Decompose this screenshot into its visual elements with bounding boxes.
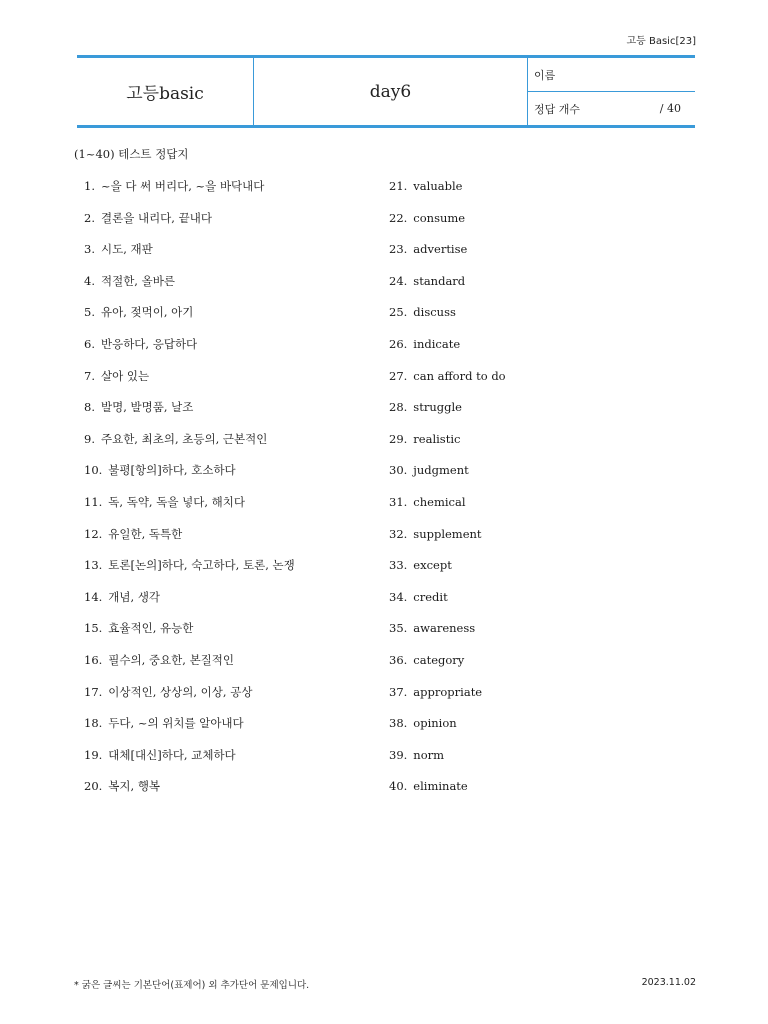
answer-text: 효율적인, 유능한 xyxy=(108,621,194,636)
answer-number: 30. xyxy=(389,463,408,478)
answer-item xyxy=(84,362,295,394)
answer-number: 7. xyxy=(84,368,95,383)
answer-number: 37. xyxy=(389,684,408,699)
answer-number: 28. xyxy=(389,400,408,415)
answer-text: 불평[항의]하다, 호소하다 xyxy=(108,463,236,478)
answer-number: 22. xyxy=(389,210,408,225)
answer-item xyxy=(389,678,506,710)
answer-number: 26. xyxy=(389,336,408,351)
answer-number: 11. xyxy=(84,494,103,509)
answer-item xyxy=(84,520,295,552)
answer-item xyxy=(84,204,295,236)
answer-item xyxy=(389,583,506,615)
answer-item xyxy=(84,172,295,204)
answer-text: chemical xyxy=(413,494,466,509)
answer-number: 18. xyxy=(84,716,103,731)
answer-text: 반응하다, 응답하다 xyxy=(100,336,198,351)
answer-text: 필수의, 중요한, 본질적인 xyxy=(108,652,235,667)
answer-number: 35. xyxy=(389,621,408,636)
answer-item xyxy=(389,267,506,299)
answer-text: 대체[대신]하다, 교체하다 xyxy=(108,747,236,762)
answer-item xyxy=(389,772,506,804)
answer-item xyxy=(389,235,506,267)
answer-item xyxy=(389,456,506,488)
answer-text: ~을 다 써 버리다, ~을 바닥내다 xyxy=(100,179,265,193)
answer-item xyxy=(389,488,506,520)
answer-text: 시도, 재판 xyxy=(100,242,153,257)
answer-item xyxy=(84,235,295,267)
answer-number: 39. xyxy=(389,747,408,762)
answer-text: 발명, 발명품, 날조 xyxy=(100,400,194,415)
answer-item xyxy=(84,678,295,710)
answer-number: 9. xyxy=(84,431,95,446)
answer-text: indicate xyxy=(413,336,461,351)
answer-text: 주요한, 최초의, 초등의, 근본적인 xyxy=(100,431,268,446)
answer-number: 34. xyxy=(389,589,408,604)
answer-text: consume xyxy=(413,210,466,225)
footer-note: * 굵은 글씨는 기본단어(표제어) 외 추가단어 문제입니다. xyxy=(74,980,310,991)
answer-number: 19. xyxy=(84,747,103,762)
answer-item xyxy=(84,393,295,425)
answer-text: credit xyxy=(413,589,448,604)
answer-text: 개념, 생각 xyxy=(108,589,161,604)
answer-number: 27. xyxy=(389,368,408,383)
name-row xyxy=(528,58,695,92)
answer-item xyxy=(84,425,295,457)
answer-text: discuss xyxy=(413,305,456,320)
answer-item xyxy=(389,330,506,362)
answer-text: can afford to do xyxy=(413,368,506,383)
answer-item xyxy=(389,298,506,330)
answer-number: 8. xyxy=(84,400,95,415)
answers-left-column xyxy=(84,172,295,804)
answer-item xyxy=(389,425,506,457)
course-title: 고등basic xyxy=(77,58,254,125)
answer-text: 이상적인, 상상의, 이상, 공상 xyxy=(108,684,253,699)
answer-number: 15. xyxy=(84,621,103,636)
answer-text: supplement xyxy=(413,526,482,541)
answer-number: 31. xyxy=(389,494,408,509)
answer-item xyxy=(389,741,506,773)
answer-item xyxy=(389,709,506,741)
answer-item xyxy=(389,520,506,552)
answer-item xyxy=(389,551,506,583)
student-info xyxy=(528,58,695,125)
answer-text: except xyxy=(413,558,452,573)
answer-text: 결론을 내리다, 끝내다 xyxy=(100,210,212,225)
answer-text: 복지, 행복 xyxy=(108,779,161,794)
answer-item xyxy=(84,741,295,773)
answer-text: 독, 독약, 독을 넣다, 해치다 xyxy=(108,494,245,509)
answer-text: realistic xyxy=(413,431,461,446)
answer-text: norm xyxy=(413,747,445,762)
answer-number: 24. xyxy=(389,273,408,288)
answer-number: 33. xyxy=(389,558,408,573)
answer-number: 21. xyxy=(389,179,408,193)
answer-number: 14. xyxy=(84,589,103,604)
answer-item xyxy=(84,456,295,488)
answer-number: 2. xyxy=(84,210,95,225)
answer-item xyxy=(84,583,295,615)
answer-item xyxy=(84,772,295,804)
answer-number: 29. xyxy=(389,431,408,446)
answer-text: opinion xyxy=(413,716,457,731)
answer-text: 유아, 젖먹이, 아기 xyxy=(100,305,194,320)
answer-number: 25. xyxy=(389,305,408,320)
answer-number: 13. xyxy=(84,558,103,573)
answer-item xyxy=(84,298,295,330)
answer-item xyxy=(389,172,506,204)
answer-number: 12. xyxy=(84,526,103,541)
answer-item xyxy=(389,204,506,236)
answer-text: standard xyxy=(413,273,466,288)
answer-text: judgment xyxy=(413,463,469,478)
answer-item xyxy=(84,267,295,299)
answer-text: eliminate xyxy=(413,779,468,794)
answer-item xyxy=(389,393,506,425)
answer-number: 16. xyxy=(84,652,103,667)
answer-number: 17. xyxy=(84,684,103,699)
answer-number: 40. xyxy=(389,779,408,794)
answer-text: 토론[논의]하다, 숙고하다, 토론, 논쟁 xyxy=(108,558,295,573)
answers-right-column xyxy=(389,172,506,804)
answer-item xyxy=(84,709,295,741)
answer-text: struggle xyxy=(413,400,462,415)
answer-number: 23. xyxy=(389,242,408,257)
page-label: 고등 Basic[23] xyxy=(626,36,696,47)
answer-text: advertise xyxy=(413,242,468,257)
answer-number: 10. xyxy=(84,463,103,478)
answer-text: valuable xyxy=(413,179,463,193)
footer-date: 2023.11.02 xyxy=(641,977,696,988)
answer-number: 38. xyxy=(389,716,408,731)
section-subtitle: (1~40) 테스트 정답지 xyxy=(74,147,189,161)
answer-number: 1. xyxy=(84,179,95,193)
answer-number: 20. xyxy=(84,779,103,794)
answer-item xyxy=(84,551,295,583)
answer-item xyxy=(84,614,295,646)
answer-number: 32. xyxy=(389,526,408,541)
answer-item xyxy=(389,362,506,394)
answer-text: category xyxy=(413,652,465,667)
answer-text: 적절한, 올바른 xyxy=(100,273,175,288)
answer-item xyxy=(389,614,506,646)
answer-text: awareness xyxy=(413,621,476,636)
answer-item xyxy=(84,646,295,678)
answer-item xyxy=(389,646,506,678)
answer-text: 유일한, 독특한 xyxy=(108,526,183,541)
answer-number: 4. xyxy=(84,273,95,288)
name-label: 이름 xyxy=(534,68,556,82)
answer-number: 5. xyxy=(84,305,95,320)
answer-text: appropriate xyxy=(413,684,483,699)
answer-item xyxy=(84,488,295,520)
answer-number: 36. xyxy=(389,652,408,667)
day-title: day6 xyxy=(254,58,528,125)
answer-number: 3. xyxy=(84,242,95,257)
answer-item xyxy=(84,330,295,362)
score-total: / 40 xyxy=(659,102,681,115)
answer-text: 두다, ~의 위치를 알아내다 xyxy=(108,716,244,731)
answer-number: 6. xyxy=(84,336,95,351)
score-label: 정답 개수 xyxy=(534,102,581,116)
header-table xyxy=(77,55,695,128)
score-row xyxy=(528,92,695,125)
answer-text: 살아 있는 xyxy=(100,368,150,383)
